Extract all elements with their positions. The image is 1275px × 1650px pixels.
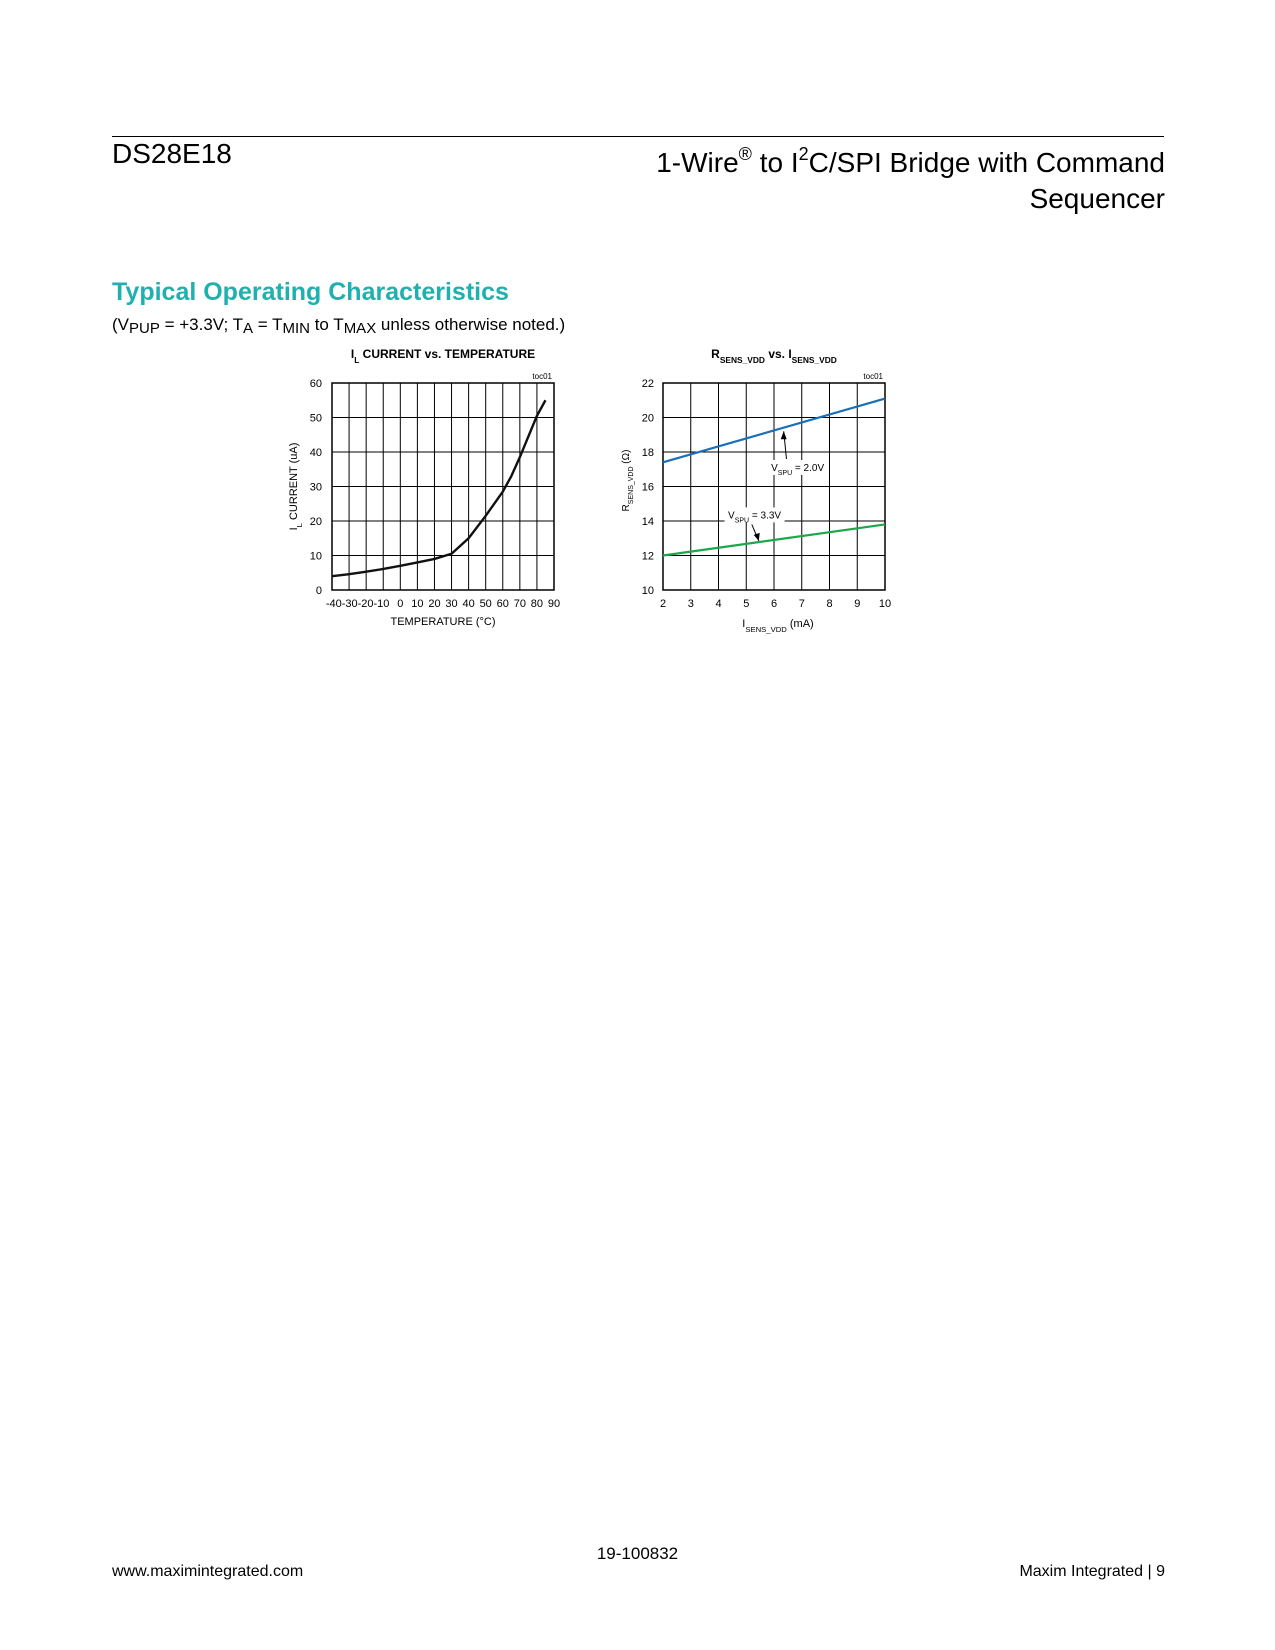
x-tick-label: 60 bbox=[496, 598, 509, 610]
x-tick-label: 0 bbox=[397, 598, 404, 610]
document-title bbox=[525, 136, 1165, 217]
x-tick-label: 4 bbox=[715, 598, 722, 610]
section-title: Typical Operating Characteristics bbox=[112, 278, 509, 306]
y-axis-label: $R_{SENS\_VDD}$ (Ω) bbox=[621, 449, 635, 512]
y-tick-label: 20 bbox=[309, 516, 322, 528]
x-tick-label: 9 bbox=[854, 598, 861, 610]
x-tick-label: 90 bbox=[547, 598, 561, 610]
y-tick-label: 30 bbox=[309, 481, 322, 494]
annotation-arrowhead bbox=[781, 431, 787, 439]
title-part: C/SPI Bridge with Command Sequencer bbox=[808, 147, 1165, 214]
y-tick-label: 18 bbox=[641, 447, 654, 459]
cond-text: (V bbox=[112, 315, 129, 334]
x-tick-label: 40 bbox=[462, 598, 475, 610]
y-tick-label: 40 bbox=[309, 447, 322, 459]
y-tick-label: 50 bbox=[309, 412, 322, 425]
cond-sub: MAX bbox=[343, 320, 377, 337]
x-tick-label: 30 bbox=[445, 598, 458, 610]
cond-text: = +3.3V; T bbox=[159, 315, 244, 334]
y-tick-label: 0 bbox=[315, 585, 322, 597]
x-tick-label: 50 bbox=[479, 598, 492, 610]
y-tick-label: 20 bbox=[641, 412, 654, 425]
chart-tag: toc01 bbox=[863, 372, 883, 381]
cond-text: = T bbox=[253, 315, 283, 334]
x-tick-label: 2 bbox=[659, 598, 667, 610]
x-axis-label: TEMPERATURE (°C) bbox=[390, 616, 496, 628]
title-part: to I bbox=[751, 147, 799, 178]
cond-sub: PUP bbox=[129, 320, 160, 337]
y-tick-label: 22 bbox=[641, 378, 654, 390]
x-tick-label: 5 bbox=[743, 598, 750, 610]
chart-title: $I_L$ CURRENT vs. TEMPERATURE bbox=[350, 347, 536, 365]
chart-tag: toc01 bbox=[532, 372, 552, 381]
cond-sub: MIN bbox=[282, 320, 310, 337]
x-tick-label: 70 bbox=[513, 598, 526, 610]
title-superscript: 2 bbox=[798, 144, 809, 164]
x-tick-label: -40-30-20-10 bbox=[325, 598, 390, 610]
x-tick-label: 20 bbox=[428, 598, 441, 610]
footer-website-link[interactable]: www.maximintegrated.com bbox=[112, 1563, 304, 1580]
series-annotation: $V_{SPU} = 3.3V$ bbox=[728, 510, 782, 524]
cond-sub: A bbox=[243, 320, 254, 337]
x-tick-label: 6 bbox=[770, 598, 778, 610]
y-tick-label: 16 bbox=[641, 481, 654, 494]
footer-document-id: 19-100832 bbox=[596, 1544, 679, 1563]
cond-text: unless otherwise noted.) bbox=[376, 315, 566, 334]
title-part: 1-Wire bbox=[656, 147, 739, 178]
x-tick-label: 80 bbox=[530, 598, 544, 610]
x-tick-label: 8 bbox=[826, 598, 833, 610]
y-tick-label: 60 bbox=[309, 378, 322, 390]
y-tick-label: 10 bbox=[309, 550, 322, 563]
x-tick-label: 7 bbox=[798, 598, 805, 610]
series-line bbox=[332, 400, 545, 576]
annotation-arrowhead bbox=[754, 533, 760, 541]
series-annotation: $V_{SPU} = 2.0V$ bbox=[771, 462, 825, 477]
part-number: DS28E18 bbox=[112, 138, 232, 169]
y-axis-label: $I_L$ CURRENT (uA) bbox=[288, 442, 304, 531]
y-tick-label: 14 bbox=[641, 516, 654, 528]
chart-title: $R_{SENS\_VDD}$ vs. $I_{SENS\_VDD}$ bbox=[711, 347, 837, 365]
x-axis-label: $I_{SENS\_VDD}$ (mA) bbox=[742, 618, 814, 634]
cond-text: to T bbox=[309, 315, 344, 334]
x-tick-label: 10 bbox=[411, 598, 424, 610]
registered-mark: ® bbox=[738, 144, 752, 164]
x-tick-label: 3 bbox=[687, 598, 694, 610]
il-current-vs-temperature-chart bbox=[288, 347, 600, 670]
y-tick-label: 12 bbox=[641, 550, 654, 563]
y-tick-label: 10 bbox=[641, 585, 654, 597]
x-tick-label: 10 bbox=[878, 598, 892, 610]
footer-company-page: Maxim Integrated | 9 bbox=[1019, 1563, 1165, 1580]
test-conditions bbox=[112, 315, 565, 337]
